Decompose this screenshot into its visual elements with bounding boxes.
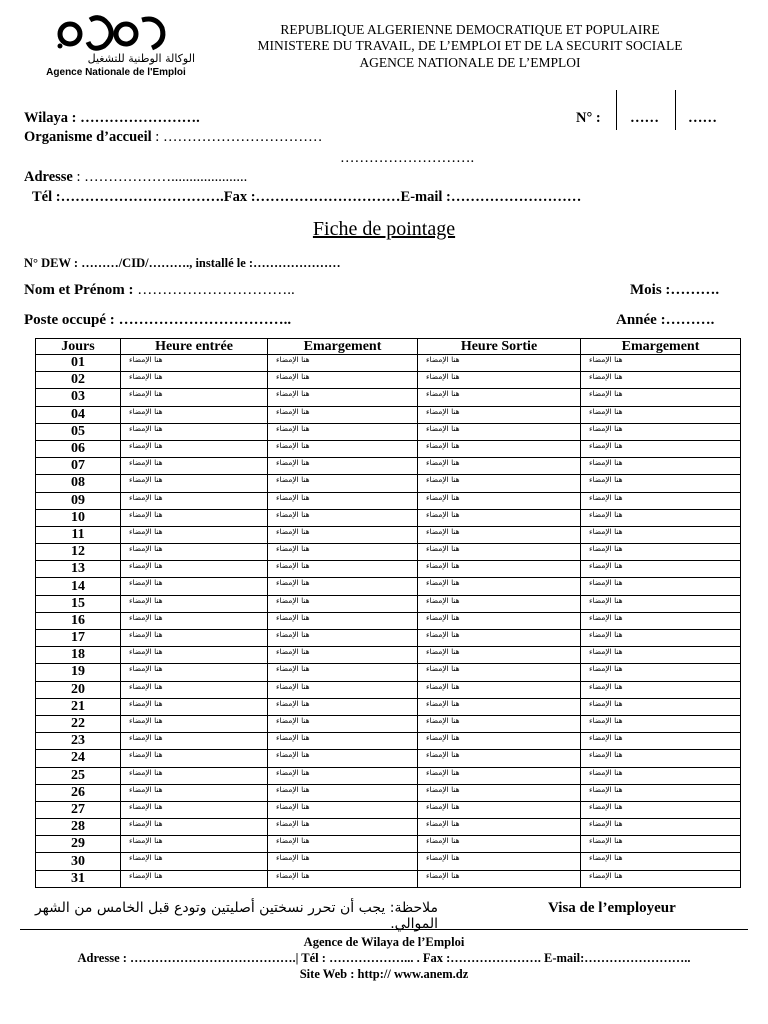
signature-cell[interactable]: هنا الإمضاء xyxy=(418,836,581,853)
signature-cell[interactable]: هنا الإمضاء xyxy=(418,544,581,561)
day-cell: 30 xyxy=(36,853,121,870)
footer-agence: Agence de Wilaya de l’Emploi xyxy=(303,935,465,949)
table-row xyxy=(36,475,741,492)
signature-cell[interactable]: هنا الإمضاء xyxy=(268,853,418,870)
signature-cell[interactable]: هنا الإمضاء xyxy=(121,836,268,853)
organisme-field xyxy=(24,129,322,146)
day-cell: 24 xyxy=(36,750,121,767)
signature-cell[interactable]: هنا الإمضاء xyxy=(418,681,581,698)
table-row xyxy=(36,372,741,389)
num-divider-2 xyxy=(675,90,676,130)
day-cell: 15 xyxy=(36,595,121,612)
signature-cell[interactable]: هنا الإمضاء xyxy=(268,801,418,818)
annee-field: Année :………. xyxy=(616,312,715,328)
table-row xyxy=(36,526,741,543)
signature-cell[interactable]: هنا الإمضاء xyxy=(581,784,741,801)
signature-cell[interactable]: هنا الإمضاء xyxy=(268,630,418,647)
signature-cell[interactable]: هنا الإمضاء xyxy=(581,578,741,595)
header-line-2: MINISTERE DU TRAVAIL, DE L’EMPLOI ET DE LA SECURIT SOCIALE xyxy=(257,38,683,53)
signature-cell[interactable]: هنا الإمضاء xyxy=(581,750,741,767)
organisme-label: Organisme d’accueil xyxy=(24,129,152,145)
day-cell: 21 xyxy=(36,698,121,715)
signature-cell[interactable]: هنا الإمضاء xyxy=(418,475,581,492)
signature-cell[interactable]: هنا الإمضاء xyxy=(268,355,418,372)
signature-cell[interactable]: هنا الإمضاء xyxy=(418,458,581,475)
signature-cell[interactable]: هنا الإمضاء xyxy=(418,733,581,750)
day-cell: 18 xyxy=(36,647,121,664)
organisme-dots: : …………………………… xyxy=(151,129,323,145)
signature-cell[interactable]: هنا الإمضاء xyxy=(268,733,418,750)
signature-cell[interactable]: هنا الإمضاء xyxy=(268,681,418,698)
signature-cell[interactable]: هنا الإمضاء xyxy=(121,578,268,595)
signature-cell[interactable]: هنا الإمضاء xyxy=(268,475,418,492)
table-row xyxy=(36,509,741,526)
table-row xyxy=(36,423,741,440)
table-row xyxy=(36,819,741,836)
signature-cell[interactable]: هنا الإمضاء xyxy=(121,630,268,647)
arabic-note: ملاحظة: يجب أن تحرر نسختين أصليتين وتودع قبل الخامس من الشهر الموالي. xyxy=(34,900,438,932)
signature-cell[interactable]: هنا الإمضاء xyxy=(121,372,268,389)
signature-cell[interactable]: هنا الإمضاء xyxy=(268,372,418,389)
adresse-dots: : ………………..................... xyxy=(72,169,248,185)
table-row xyxy=(36,406,741,423)
num-dots-2: …… xyxy=(688,110,717,126)
signature-cell[interactable]: هنا الإمضاء xyxy=(581,630,741,647)
signature-cell[interactable]: هنا الإمضاء xyxy=(581,681,741,698)
signature-cell[interactable]: هنا الإمضاء xyxy=(268,458,418,475)
attendance-table xyxy=(35,338,741,888)
num-label: N° : xyxy=(576,110,601,126)
signature-cell[interactable]: هنا الإمضاء xyxy=(581,715,741,732)
signature-cell[interactable]: هنا الإمضاء xyxy=(121,870,268,887)
day-cell: 06 xyxy=(36,440,121,457)
signature-cell[interactable]: هنا الإمضاء xyxy=(268,509,418,526)
signature-cell[interactable]: هنا الإمضاء xyxy=(418,526,581,543)
nom-field xyxy=(24,282,295,299)
signature-cell[interactable]: هنا الإمضاء xyxy=(581,475,741,492)
signature-cell[interactable]: هنا الإمضاء xyxy=(418,784,581,801)
wilaya-dots: ……………………. xyxy=(76,110,200,126)
table-row xyxy=(36,612,741,629)
day-cell: 04 xyxy=(36,406,121,423)
visa-employeur: Visa de l’employeur xyxy=(548,900,676,916)
table-row xyxy=(36,647,741,664)
table-row xyxy=(36,870,741,887)
num-divider-1 xyxy=(616,90,617,130)
signature-cell[interactable]: هنا الإمضاء xyxy=(121,355,268,372)
day-cell: 13 xyxy=(36,561,121,578)
table-row xyxy=(36,544,741,561)
num-dots-1: …… xyxy=(630,110,659,126)
anem-logo xyxy=(30,12,200,80)
signature-cell[interactable]: هنا الإمضاء xyxy=(121,509,268,526)
day-cell: 19 xyxy=(36,664,121,681)
table-row xyxy=(36,561,741,578)
footer-divider xyxy=(20,929,748,930)
day-cell: 29 xyxy=(36,836,121,853)
signature-cell[interactable]: هنا الإمضاء xyxy=(581,836,741,853)
signature-cell[interactable]: هنا الإمضاء xyxy=(581,870,741,887)
signature-cell[interactable]: هنا الإمضاء xyxy=(121,784,268,801)
signature-cell[interactable]: هنا الإمضاء xyxy=(121,561,268,578)
signature-cell[interactable]: هنا الإمضاء xyxy=(268,389,418,406)
signature-cell[interactable]: هنا الإمضاء xyxy=(268,715,418,732)
signature-cell[interactable]: هنا الإمضاء xyxy=(418,612,581,629)
signature-cell[interactable]: هنا الإمضاء xyxy=(121,612,268,629)
signature-cell[interactable]: هنا الإمضاء xyxy=(581,440,741,457)
day-cell: 23 xyxy=(36,733,121,750)
poste-label: Poste occupé : xyxy=(24,312,115,328)
table-body xyxy=(36,355,741,888)
signature-cell[interactable]: هنا الإمضاء xyxy=(121,715,268,732)
signature-cell[interactable]: هنا الإمضاء xyxy=(418,372,581,389)
table-row xyxy=(36,664,741,681)
signature-cell[interactable]: هنا الإمضاء xyxy=(121,389,268,406)
day-cell: 16 xyxy=(36,612,121,629)
signature-cell[interactable]: هنا الإمضاء xyxy=(418,630,581,647)
signature-cell[interactable]: هنا الإمضاء xyxy=(268,784,418,801)
signature-cell[interactable]: هنا الإمضاء xyxy=(581,767,741,784)
signature-cell[interactable]: هنا الإمضاء xyxy=(121,526,268,543)
signature-cell[interactable]: هنا الإمضاء xyxy=(581,664,741,681)
day-cell: 17 xyxy=(36,630,121,647)
signature-cell[interactable]: هنا الإمضاء xyxy=(581,509,741,526)
signature-cell[interactable]: هنا الإمضاء xyxy=(268,406,418,423)
signature-cell[interactable]: هنا الإمضاء xyxy=(121,767,268,784)
signature-cell[interactable]: هنا الإمضاء xyxy=(418,698,581,715)
signature-cell[interactable]: هنا الإمضاء xyxy=(581,355,741,372)
signature-cell[interactable]: هنا الإمضاء xyxy=(581,698,741,715)
signature-cell[interactable]: هنا الإمضاء xyxy=(418,492,581,509)
signature-cell[interactable]: هنا الإمضاء xyxy=(121,733,268,750)
signature-cell[interactable]: هنا الإمضاء xyxy=(121,475,268,492)
footer-site: Site Web : http:// www.anem.dz xyxy=(299,967,469,981)
signature-cell[interactable]: هنا الإمضاء xyxy=(121,819,268,836)
form-title: Fiche de pointage xyxy=(312,218,456,240)
table-header-row xyxy=(36,339,741,355)
header-emargement-sortie: Emargement xyxy=(581,339,741,355)
signature-cell[interactable]: هنا الإمضاء xyxy=(581,612,741,629)
table-row xyxy=(36,698,741,715)
signature-cell[interactable]: هنا الإمضاء xyxy=(581,389,741,406)
day-cell: 22 xyxy=(36,715,121,732)
nom-dots: ………………………….. xyxy=(133,282,295,298)
signature-cell[interactable]: هنا الإمضاء xyxy=(268,526,418,543)
table-row xyxy=(36,784,741,801)
signature-cell[interactable]: هنا الإمضاء xyxy=(121,595,268,612)
signature-cell[interactable]: هنا الإمضاء xyxy=(581,819,741,836)
day-cell: 31 xyxy=(36,870,121,887)
signature-cell[interactable]: هنا الإمضاء xyxy=(581,423,741,440)
signature-cell[interactable]: هنا الإمضاء xyxy=(121,664,268,681)
signature-cell[interactable]: هنا الإمضاء xyxy=(418,853,581,870)
signature-cell[interactable]: هنا الإمضاء xyxy=(268,819,418,836)
signature-cell[interactable]: هنا الإمضاء xyxy=(268,492,418,509)
signature-cell[interactable]: هنا الإمضاء xyxy=(121,544,268,561)
table-row xyxy=(36,733,741,750)
signature-cell[interactable]: هنا الإمضاء xyxy=(418,509,581,526)
signature-cell[interactable]: هنا الإمضاء xyxy=(268,595,418,612)
signature-cell[interactable]: هنا الإمضاء xyxy=(581,853,741,870)
signature-cell[interactable]: هنا الإمضاء xyxy=(268,750,418,767)
table-row xyxy=(36,853,741,870)
signature-cell[interactable]: هنا الإمضاء xyxy=(418,355,581,372)
anem-logo-icon xyxy=(30,12,200,54)
table-row xyxy=(36,492,741,509)
organisme-dots-line2: ………………………. xyxy=(340,150,475,166)
dew-line: N° DEW : ………/CID/………., installé le :………………… xyxy=(24,256,341,270)
signature-cell[interactable]: هنا الإمضاء xyxy=(121,750,268,767)
signature-cell[interactable]: هنا الإمضاء xyxy=(418,406,581,423)
signature-cell[interactable]: هنا الإمضاء xyxy=(121,801,268,818)
signature-cell[interactable]: هنا الإمضاء xyxy=(581,492,741,509)
signature-cell[interactable]: هنا الإمضاء xyxy=(268,423,418,440)
signature-cell[interactable]: هنا الإمضاء xyxy=(268,836,418,853)
table-row xyxy=(36,595,741,612)
table-row xyxy=(36,458,741,475)
signature-cell[interactable]: هنا الإمضاء xyxy=(581,595,741,612)
header-jours: Jours xyxy=(36,339,121,355)
table-row xyxy=(36,836,741,853)
signature-cell[interactable]: هنا الإمضاء xyxy=(121,406,268,423)
signature-cell[interactable]: هنا الإمضاء xyxy=(418,561,581,578)
mois-field: Mois :………. xyxy=(630,282,720,298)
signature-cell[interactable]: هنا الإمضاء xyxy=(418,389,581,406)
poste-dots: …………………………….. xyxy=(114,312,292,328)
signature-cell[interactable]: هنا الإمضاء xyxy=(418,819,581,836)
signature-cell[interactable]: هنا الإمضاء xyxy=(581,458,741,475)
signature-cell[interactable]: هنا الإمضاء xyxy=(418,715,581,732)
day-cell: 03 xyxy=(36,389,121,406)
signature-cell[interactable]: هنا الإمضاء xyxy=(418,664,581,681)
signature-cell[interactable]: هنا الإمضاء xyxy=(121,681,268,698)
day-cell: 14 xyxy=(36,578,121,595)
table-row xyxy=(36,440,741,457)
day-cell: 09 xyxy=(36,492,121,509)
day-cell: 10 xyxy=(36,509,121,526)
poste-field xyxy=(24,312,291,329)
day-cell: 07 xyxy=(36,458,121,475)
day-cell: 12 xyxy=(36,544,121,561)
day-cell: 02 xyxy=(36,372,121,389)
signature-cell[interactable]: هنا الإمضاء xyxy=(581,647,741,664)
signature-cell[interactable]: هنا الإمضاء xyxy=(418,647,581,664)
signature-cell[interactable]: هنا الإمضاء xyxy=(418,750,581,767)
header-line-1: REPUBLIQUE ALGERIENNE DEMOCRATIQUE ET POPULAIRE xyxy=(280,22,660,37)
signature-cell[interactable]: هنا الإمضاء xyxy=(418,767,581,784)
header-emargement-entree: Emargement xyxy=(268,339,418,355)
signature-cell[interactable]: هنا الإمضاء xyxy=(581,406,741,423)
signature-cell[interactable]: هنا الإمضاء xyxy=(268,544,418,561)
header-line-3: AGENCE NATIONALE DE L’EMPLOI xyxy=(359,55,581,70)
header-heure-sortie: Heure Sortie xyxy=(418,339,581,355)
signature-cell[interactable]: هنا الإمضاء xyxy=(418,870,581,887)
table-row xyxy=(36,801,741,818)
signature-cell[interactable]: هنا الإمضاء xyxy=(121,492,268,509)
signature-cell[interactable]: هنا الإمضاء xyxy=(268,578,418,595)
signature-cell[interactable]: هنا الإمضاء xyxy=(581,801,741,818)
signature-cell[interactable]: هنا الإمضاء xyxy=(581,561,741,578)
signature-cell[interactable]: هنا الإمضاء xyxy=(121,440,268,457)
signature-cell[interactable]: هنا الإمضاء xyxy=(268,561,418,578)
day-cell: 01 xyxy=(36,355,121,372)
signature-cell[interactable]: هنا الإمضاء xyxy=(581,733,741,750)
adresse-label: Adresse xyxy=(24,169,73,185)
signature-cell[interactable]: هنا الإمضاء xyxy=(268,767,418,784)
table-row xyxy=(36,767,741,784)
header-heure-entree: Heure entrée xyxy=(121,339,268,355)
day-cell: 25 xyxy=(36,767,121,784)
signature-cell[interactable]: هنا الإمضاء xyxy=(121,458,268,475)
day-cell: 27 xyxy=(36,801,121,818)
wilaya-label: Wilaya : xyxy=(24,110,77,126)
table-row xyxy=(36,681,741,698)
nom-label: Nom et Prénom : xyxy=(24,282,134,298)
signature-cell[interactable]: هنا الإمضاء xyxy=(121,647,268,664)
signature-cell[interactable]: هنا الإمضاء xyxy=(418,440,581,457)
signature-cell[interactable]: هنا الإمضاء xyxy=(268,647,418,664)
signature-cell[interactable]: هنا الإمضاء xyxy=(268,870,418,887)
adresse-field xyxy=(24,169,247,186)
table-row xyxy=(36,715,741,732)
day-cell: 26 xyxy=(36,784,121,801)
signature-cell[interactable]: هنا الإمضاء xyxy=(581,372,741,389)
logo-french-text: Agence Nationale de l'Emploi xyxy=(46,67,186,78)
tel-fax-email-line: Tél :…………………………….Fax :…………………………E-mail :……………………… xyxy=(32,189,582,205)
logo-arabic-text: الوكالة الوطنية للتشغيل xyxy=(87,52,195,65)
signature-cell[interactable]: هنا الإمضاء xyxy=(581,526,741,543)
day-cell: 28 xyxy=(36,819,121,836)
day-cell: 05 xyxy=(36,423,121,440)
signature-cell[interactable]: هنا الإمضاء xyxy=(418,578,581,595)
table-row xyxy=(36,389,741,406)
day-cell: 11 xyxy=(36,526,121,543)
footer-contact: Adresse : ………………………………….| Tél : ………………... . Fax :…………………. E-mail:…………………….. xyxy=(77,951,691,965)
signature-cell[interactable]: هنا الإمضاء xyxy=(121,423,268,440)
signature-cell[interactable]: هنا الإمضاء xyxy=(418,423,581,440)
table-row xyxy=(36,578,741,595)
signature-cell[interactable]: هنا الإمضاء xyxy=(121,853,268,870)
wilaya-field xyxy=(24,110,200,127)
table-row xyxy=(36,630,741,647)
signature-cell[interactable]: هنا الإمضاء xyxy=(121,698,268,715)
signature-cell[interactable]: هنا الإمضاء xyxy=(268,612,418,629)
table-row xyxy=(36,750,741,767)
signature-cell[interactable]: هنا الإمضاء xyxy=(418,801,581,818)
signature-cell[interactable]: هنا الإمضاء xyxy=(418,595,581,612)
signature-cell[interactable]: هنا الإمضاء xyxy=(268,440,418,457)
day-cell: 20 xyxy=(36,681,121,698)
day-cell: 08 xyxy=(36,475,121,492)
signature-cell[interactable]: هنا الإمضاء xyxy=(268,664,418,681)
signature-cell[interactable]: هنا الإمضاء xyxy=(581,544,741,561)
table-row xyxy=(36,355,741,372)
signature-cell[interactable]: هنا الإمضاء xyxy=(268,698,418,715)
